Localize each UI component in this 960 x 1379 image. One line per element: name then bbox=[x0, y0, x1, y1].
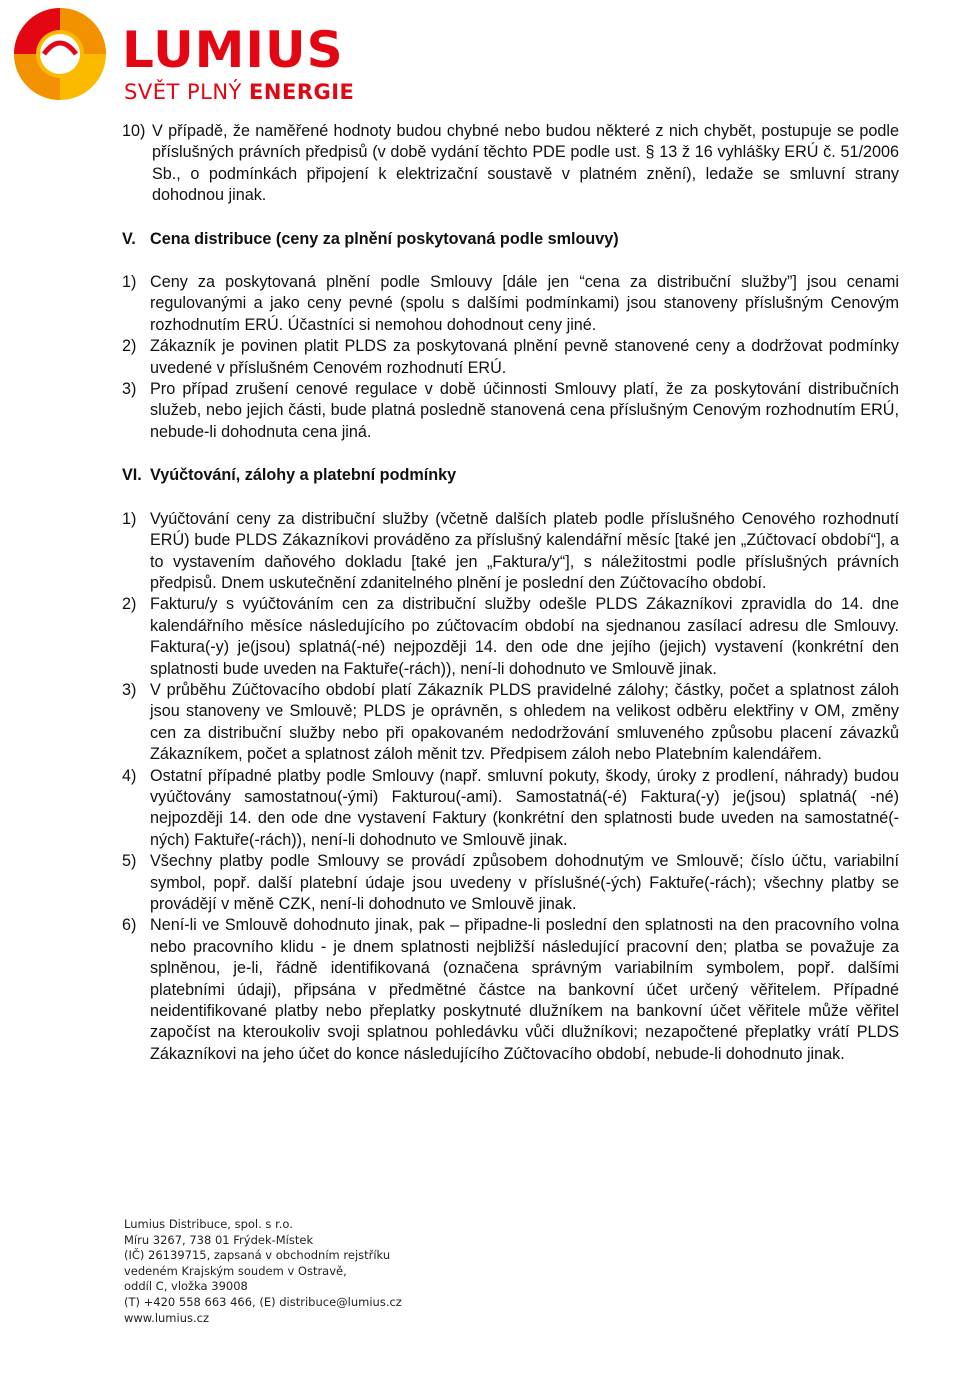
item-text: Všechny platby podle Smlouvy se provádí způsobem dohodnutým ve Smlouvě; číslo účtu, variabilní symbol, popř. další platební údaje jsou uvedeny v příslušné(-ých) Faktuře(-rách); všechny platby se provádějí v měně CZK, není-li dohodnuto ve Smlouvě jinak. bbox=[150, 852, 899, 913]
footer-court: vedeném Krajským soudem v Ostravě, bbox=[124, 1263, 347, 1278]
section-v-list bbox=[122, 272, 899, 443]
company-footer bbox=[124, 1217, 402, 1326]
item-number: 2) bbox=[122, 337, 137, 356]
footer-website-link[interactable]: www.lumius.cz bbox=[124, 1310, 209, 1325]
item-text: Pro případ zrušení cenové regulace v době účinnosti Smlouvy platí, že za poskytování distribučních služeb, nebo jejich části, bude platná posledně stanovená cena příslušným Cenovým rozhodnutím ERÚ, nebude-li dohodnuta cena jiná. bbox=[150, 380, 899, 441]
footer-section: oddíl C, vložka 39008 bbox=[124, 1279, 248, 1294]
section-title: Cena distribuce (ceny za plnění poskytovaná podle smlouvy) bbox=[150, 229, 619, 248]
item-text: Vyúčtování ceny za distribuční služby (včetně dalších plateb podle příslušného Cenového rozhodnutí ERÚ) bude PLDS Zákazníkovi prováděno za příslušný kalendářní měsíc [také jen „Zúčtovací období“], a to vystavením daňového dokladu [také jen „Faktura/y“], s náležitostmi podle příslušných právních předpisů. Dnem uskutečnění zdanitelného plnění je poslední den Zúčtovacího období. bbox=[150, 509, 899, 592]
list-item-10 bbox=[122, 121, 899, 207]
list-item bbox=[122, 915, 899, 1065]
lumius-logo-icon bbox=[4, 2, 112, 106]
list-item bbox=[122, 680, 899, 766]
section-vi-list bbox=[122, 509, 899, 1066]
list-item bbox=[122, 509, 899, 595]
item-text: Fakturu/y s vyúčtováním cen za distribuční služby odešle PLDS Zákazníkovi zpravidla do 14. dne kalendářního měsíce následujícího po zúčtovacím období na sjednanou zasílací adresu dle Smlouvy. Faktura(-y) je(jsou) splatná(-né) nejpozději 14. den ode dne jejího (jejich) vystavení (konkrétní den splatnosti bude uveden na Faktuře(-rách)), není-li dohodnuto ve Smlouvě jinak. bbox=[150, 595, 899, 678]
tagline-light: SVĚT PLNÝ bbox=[124, 80, 250, 104]
footer-registration: (IČ) 26139715, zapsaná v obchodním rejstříku bbox=[124, 1248, 391, 1263]
list-item bbox=[122, 272, 899, 336]
section-number: VI. bbox=[122, 466, 142, 485]
item-text: V případě, že naměřené hodnoty budou chybné nebo budou některé z nich chybět, postupuje se podle příslušných právních předpisů (v době vydání těchto PDE podle ust. § 13 ž 16 vyhlášky ERÚ č. 51/2006 Sb., o podmínkách připojení k elektrizační soustavě v platném znění), ledaže se smluvní strany dohodnou jinak. bbox=[152, 122, 899, 205]
footer-contact: (T) +420 558 663 466, (E) distribuce@lumius.cz bbox=[124, 1294, 402, 1309]
item-number: 10) bbox=[122, 122, 146, 140]
item-number: 2) bbox=[122, 595, 137, 614]
section-title: Vyúčtování, zálohy a platební podmínky bbox=[150, 466, 457, 485]
item-text: Ostatní případné platby podle Smlouvy (např. smluvní pokuty, škody, úroky z prodlení, náhrady) budou vyúčtovány samostatnou(-ými) Fakturou(-ami). Samostatná(-é) Faktura(-y) je(jsou) splatná( -né) nejpozději 14. den ode dne vystavení Faktury (konkrétní den splatnosti bude uveden na samostatné(-ných) Faktuře(-rách)), není-li dohodnuto ve Smlouvě jinak. bbox=[150, 766, 899, 849]
footer-company-name: Lumius Distribuce, spol. s r.o. bbox=[124, 1217, 293, 1231]
section-heading-v bbox=[122, 229, 899, 250]
list-item bbox=[122, 851, 899, 915]
item-number: 3) bbox=[122, 380, 137, 399]
item-number: 3) bbox=[122, 680, 137, 699]
brand-tagline bbox=[124, 80, 354, 104]
list-item bbox=[122, 766, 899, 852]
item-number: 6) bbox=[122, 916, 137, 935]
item-number: 4) bbox=[122, 766, 137, 785]
section-number: V. bbox=[122, 229, 136, 248]
item-number: 5) bbox=[122, 852, 137, 871]
item-number: 1) bbox=[122, 273, 137, 292]
list-item bbox=[122, 379, 899, 443]
item-text: Není-li ve Smlouvě dohodnuto jinak, pak – připadne-li poslední den splatnosti na den pracovního volna nebo pracovního klidu - je dnem splatnosti nejbližší následující pracovní den; platba se považuje za splněnou, je-li, řádně identifikovaná (označena správným variabilním symbolem, popř. dalšími platebními údaji), připsána v předmětné částce na bankovní účet určený věřitelem. Případné neidentifikované platby nebo přeplatky poskytnuté dlužníkem na bankovní účet věřitele může věřitel započíst na kteroukoliv svoji splatnou pohledávku vůči dlužníkovi; nezapočtené přeplatky vrátí PLDS Zákazníkovi na jeho účet do konce následujícího Zúčtovacího období, nebude-li dohodnuto jinak. bbox=[150, 916, 899, 1063]
section-heading-vi bbox=[122, 465, 899, 486]
item-text: V průběhu Zúčtovacího období platí Zákazník PLDS pravidelné zálohy; částky, počet a splatnost záloh jsou stanoveny ve Smlouvě; PLDS je oprávněn, s ohledem na velikost odběru elektřiny v OM, změny cen za distribuční služby nebo při opakovaném nedodržování smluveného způsobu placení závazků Zákazníkem, počet a splatnost záloh měnit tzv. Předpisem záloh nebo Platebním kalendářem. bbox=[150, 680, 899, 764]
document-body bbox=[122, 121, 899, 1065]
list-item bbox=[122, 336, 899, 379]
footer-address: Míru 3267, 738 01 Frýdek-Místek bbox=[124, 1232, 314, 1247]
list-item bbox=[122, 594, 899, 680]
item-text: Zákazník je povinen platit PLDS za poskytovaná plnění pevně stanovené ceny a dodržovat podmínky uvedené v příslušném Cenovém rozhodnutí ERÚ. bbox=[150, 337, 899, 377]
item-text: Ceny za poskytovaná plnění podle Smlouvy [dále jen “cena za distribuční služby”] jsou cenami regulovanými a jako ceny pevné (spolu s dalšími podmínkami) jsou stanoveny příslušným Cenovým rozhodnutím ERÚ. Účastníci si nemohou dohodnout ceny jiné. bbox=[150, 273, 899, 334]
item-number: 1) bbox=[122, 509, 137, 528]
tagline-bold: ENERGIE bbox=[249, 80, 355, 104]
brand-name: LUMIUS bbox=[122, 21, 344, 79]
